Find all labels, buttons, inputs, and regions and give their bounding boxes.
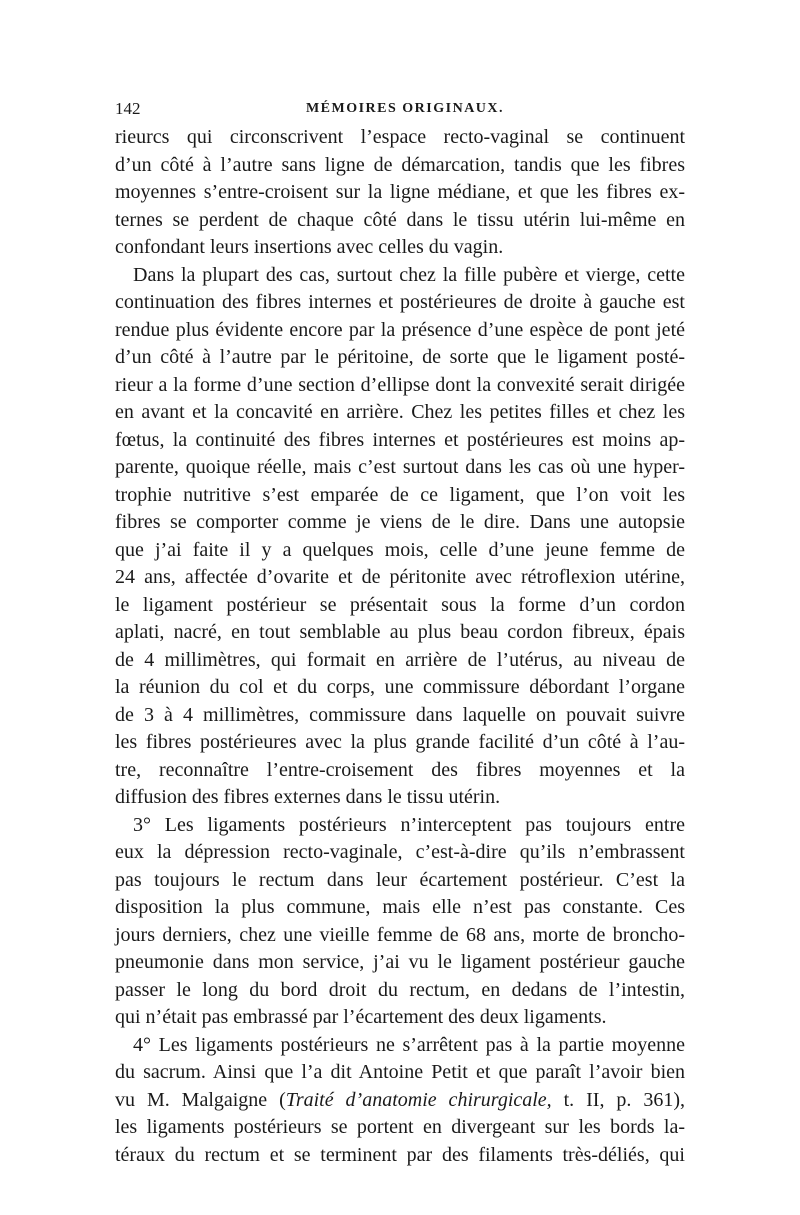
text-line: rendue plus évidente encore par la présence d’une espèce de pont jeté <box>115 318 685 341</box>
text-line: les fibres postérieures avec la plus grande facilité d’un côté à l’au- <box>115 731 685 753</box>
text-line: ternes se perdent de chaque côté dans le tissu utérin lui-même en <box>115 208 685 231</box>
book-page <box>115 96 685 1169</box>
text-line: pneumonie dans mon service, j’ai vu le ligament postérieur gauche <box>115 951 685 973</box>
text-line: la réunion du col et du corps, une commissure débordant l’organe <box>115 676 685 698</box>
page-number: 142 <box>115 99 141 118</box>
text-line: diffusion des fibres externes dans le tissu utérin. <box>115 786 501 808</box>
text-line: tre, reconnaître l’entre-croisement des fibres moyennes et la <box>115 758 685 781</box>
body-text <box>115 124 685 1169</box>
text-line: fœtus, la continuité des fibres internes et postérieures est moins ap- <box>115 428 685 451</box>
text-line: qui n’était pas embrassé par l’écartement des deux ligaments. <box>115 1006 607 1028</box>
text-line: fibres se comporter comme je viens de le dire. Dans une autopsie <box>115 511 685 533</box>
running-title: MÉMOIRES ORIGINAUX. <box>305 101 505 116</box>
text-line: les ligaments postérieurs se portent en divergeant sur les bords la- <box>115 1116 685 1138</box>
text-line: eux la dépression recto-vaginale, c’est-à-dire qu’ils n’embrassent <box>115 841 685 863</box>
text-line: Dans la plupart des cas, surtout chez la fille pubère et vierge, cette <box>133 263 685 286</box>
text-line: 4° Les ligaments postérieurs ne s’arrêtent pas à la partie moyenne <box>133 1033 685 1056</box>
text-line: de 4 millimètres, qui formait en arrière de l’utérus, au niveau de <box>115 648 685 671</box>
text-line: moyennes s’entre-croisent sur la ligne médiane, et que les fibres ex- <box>115 181 685 203</box>
cited-work-title: Traité d’anatomie chirurgicale, <box>285 1088 552 1111</box>
text-line: continuation des fibres internes et postérieures de droite à gauche est <box>115 291 685 313</box>
text-line: vu M. Malgaigne (Traité d’anatomie chirurgicale, t. II, p. 361), <box>115 1088 685 1111</box>
text-line: disposition la plus commune, mais elle n’est pas constante. Ces <box>115 896 685 918</box>
text-line: aplati, nacré, en tout semblable au plus beau cordon fibreux, épais <box>115 621 685 643</box>
text-line: 24 ans, affectée d’ovarite et de péritonite avec rétroflexion utérine, <box>115 566 685 588</box>
text-line: trophie nutritive s’est emparée de ce ligament, que l’on voit les <box>115 483 685 506</box>
text-line: passer le long du bord droit du rectum, en dedans de l’intestin, <box>115 978 685 1001</box>
text-line: le ligament postérieur se présentait sous la forme d’un cordon <box>115 593 685 616</box>
text-line: que j’ai faite il y a quelques mois, celle d’une jeune femme de <box>115 538 685 561</box>
text-line: pas toujours le rectum dans leur écartement postérieur. C’est la <box>115 868 685 891</box>
text-line: du sacrum. Ainsi que l’a dit Antoine Petit et que paraît l’avoir bien <box>115 1061 685 1083</box>
text-line: jours derniers, chez une vieille femme de 68 ans, morte de broncho- <box>115 923 685 946</box>
text-line: rieurcs qui circonscrivent l’espace recto-vaginal se continuent <box>115 126 685 148</box>
text-line: rieur a la forme d’une section d’ellipse dont la convexité serait dirigée <box>115 373 685 396</box>
text-line: en avant et la concavité en arrière. Chez les petites filles et chez les <box>115 401 685 423</box>
running-head <box>115 96 685 122</box>
text-line: téraux du rectum et se terminent par des filaments très-déliés, qui <box>115 1143 685 1166</box>
text-line: d’un côté à l’autre par le péritoine, de sorte que le ligament posté- <box>115 346 685 368</box>
text-line: d’un côté à l’autre sans ligne de démarcation, tandis que les fibres <box>115 153 685 176</box>
text-line: 3° Les ligaments postérieurs n’interceptent pas toujours entre <box>133 813 685 836</box>
text-line: de 3 à 4 millimètres, commissure dans laquelle on pouvait suivre <box>115 703 685 726</box>
text-line: confondant leurs insertions avec celles du vagin. <box>115 236 504 258</box>
text-line: parente, quoique réelle, mais c’est surtout dans les cas où une hyper- <box>115 456 685 478</box>
